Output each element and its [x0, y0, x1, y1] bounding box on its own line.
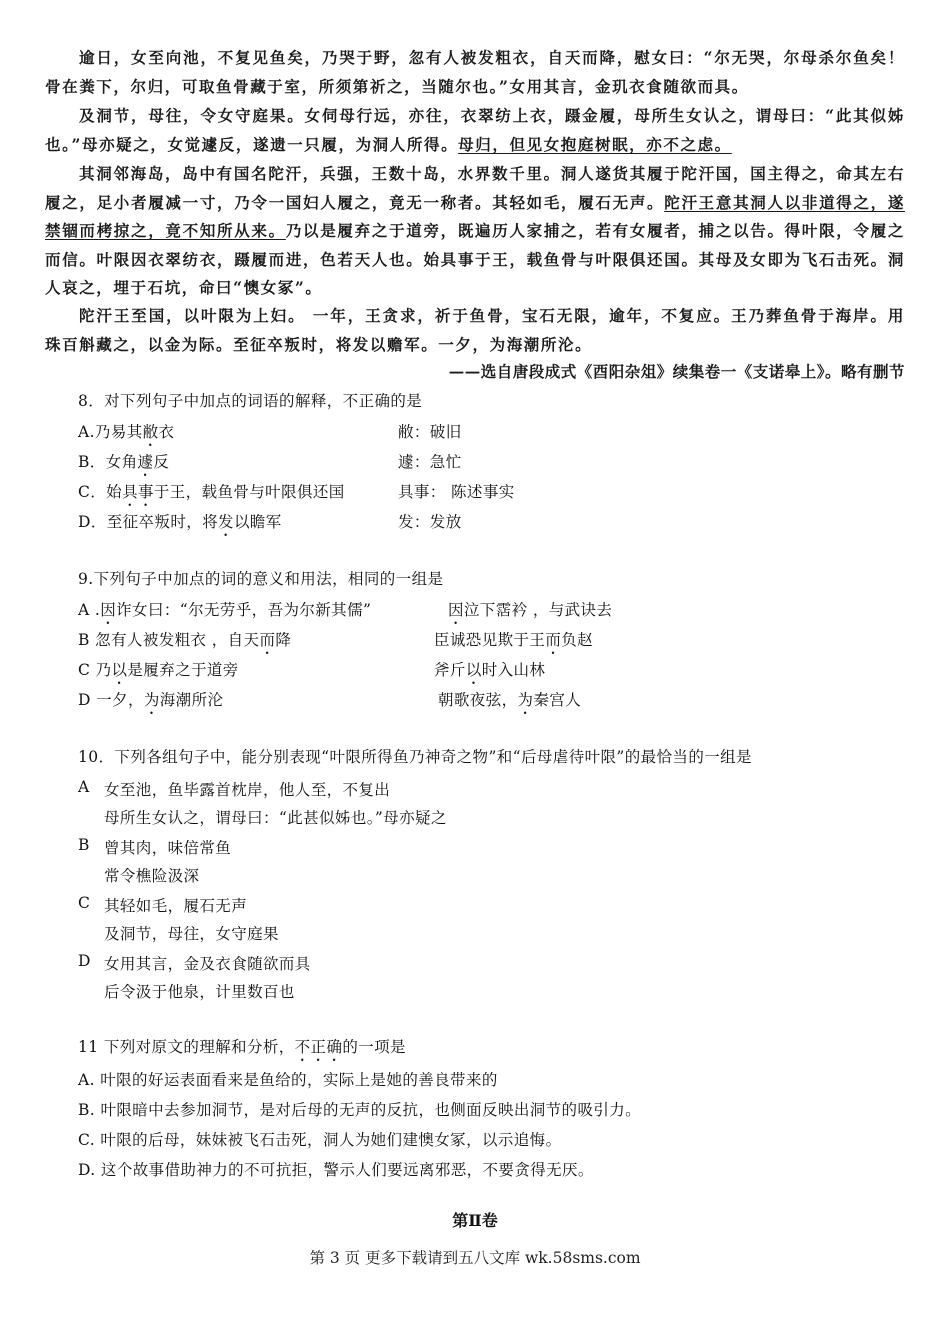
q9-option-a-left: A .因诈女曰：“尔无劳乎，吾为尔新其儒” — [78, 601, 372, 619]
passage-paragraph-1: 逾日，女至向池，不复见鱼矣，乃哭于野，忽有人被发粗衣，自天而降，慰女曰：“尔无哭，尔母杀尔鱼矣！骨在粪下，尔归，可取鱼骨藏于室，所须第祈之，当随尔也。”女用其言，金玑衣食随欲而具。 — [45, 48, 905, 96]
q10-option-c-label: C — [78, 894, 91, 912]
q9-option-d-left: D 一夕，为海潮所沦 — [78, 691, 224, 709]
q10-option-d-line1: 女用其言，金及衣食随欲而具 — [104, 955, 311, 973]
q9-option-d-right: 朝歌夜弦，为秦宫人 — [438, 691, 582, 709]
q8-option-b-explain: 遽：急忙 — [398, 453, 462, 471]
q10-option-d-label: D — [78, 952, 91, 970]
q8-option-d: D．至征卒叛时，将发以瞻军 — [78, 513, 282, 531]
passage-paragraph-3: 其洞邻海岛，岛中有国名陀汗，兵强，王数十岛，水界数千里。洞人遂货其履于陀汗国，国主得之，命其左右履之，足小者履减一寸，乃令一国妇人履之，竟无一称者。其轻如毛，履石无声。陀汗王意其洞人以非道得之，遂禁锢而栲掠之，竟不知所从来。乃以是履弃之于道旁，既遍历人家捕之，若有女履者，捕之以告。得叶限，令履之而信。叶限因衣翠纺衣，蹑履而进，色若天人也。始具事于王，载鱼骨与叶限俱还国。其母及女即为飞石击死。洞人哀之，埋于石坑，命曰“懊女冢”。 — [45, 164, 905, 297]
q10-option-b-line2: 常令樵险汲深 — [104, 867, 200, 885]
q10-option-c-line2: 及洞节，母往，女守庭果 — [104, 925, 279, 943]
q8-option-c: C．始具事于王，载鱼骨与叶限俱还国 — [78, 483, 345, 501]
question-8-stem: 8．对下列句子中加点的词语的解释，不正确的是 — [78, 392, 423, 410]
q10-option-a-label: A — [78, 778, 90, 796]
q9-option-a-right: 因泣下霑衿 ，与武诀去 — [448, 601, 613, 619]
page-footer: 第 3 页 更多下载请到五八文库 wk.58sms.com — [309, 1249, 641, 1267]
q8-option-c-explain: 具事： 陈述事实 — [398, 483, 515, 501]
underlined-sentence: 陀汗王意其洞人以非道得之，遂禁锢而栲掠之，竟不知所从来。 — [45, 192, 905, 240]
question-9-stem: 9.下列句子中加点的词的意义和用法，相同的一组是 — [78, 570, 444, 588]
passage-paragraph-4: 陀汗王至国，以叶限为上妇。 一年，王贪求，祈于鱼骨，宝石无限，逾年，不复应。王乃葬鱼骨于海岸。用珠百斛藏之，以金为际。至征卒叛时，将发以赡军。一夕，为海潮所沦。 — [45, 306, 905, 354]
q10-option-a-line2: 母所生女认之，谓母曰：“此甚似姊也。”母亦疑之 — [104, 809, 447, 827]
question-11-stem: 11 下列对原文的理解和分析，不正确的一项是 — [78, 1038, 406, 1056]
q9-option-c-right: 斧斤以时入山林 — [434, 661, 546, 679]
q9-option-c-left: C 乃以是履弃之于道旁 — [78, 661, 239, 679]
q8-option-d-explain: 发：发放 — [398, 513, 462, 531]
q11-option-b: B. 叶限暗中去参加洞节，是对后母的无声的反抗，也侧面反映出洞节的吸引力。 — [78, 1101, 642, 1119]
underlined-sentence: 母归，但见女抱庭树眠，亦不之虑。 — [458, 134, 732, 154]
q8-option-a: A.乃易其敝衣 — [78, 423, 175, 441]
q8-option-a-explain: 敝：破旧 — [398, 423, 462, 441]
section-title: 第Ⅱ卷 — [452, 1211, 498, 1230]
q10-option-a-line1: 女至池，鱼毕露首枕岸，他人至，不复出 — [104, 781, 391, 799]
q10-option-d-line2: 后令汲于他泉，计里数百也 — [104, 983, 295, 1001]
q11-option-c: C. 叶限的后母，妹妹被飞石击死，洞人为她们建懊女冢，以示追悔。 — [78, 1131, 562, 1149]
passage-source: ——选自唐段成式《酉阳杂俎》续集卷一《支诺皋上》。略有删节 — [448, 362, 905, 381]
question-10-stem: 10．下列各组句子中，能分别表现“叶限所得鱼乃神奇之物”和“后母虐待叶限”的最恰当的一组是 — [78, 748, 752, 766]
q11-option-a: A. 叶限的好运表面看来是鱼给的，实际上是她的善良带来的 — [78, 1071, 498, 1089]
q9-option-b-left: B 忽有人被发粗衣 ，自天而降 — [78, 631, 292, 649]
q10-option-b-label: B — [78, 836, 90, 854]
q10-option-b-line1: 曾其肉，味倍常鱼 — [104, 839, 232, 857]
q10-option-c-line1: 其轻如毛，履石无声 — [104, 897, 248, 915]
passage-paragraph-2: 及洞节，母往，令女守庭果。女伺母行远，亦往，衣翠纺上衣，蹑金履，母所生女认之，谓母曰：“此其似姊也。”母亦疑之，女觉遽反，遂遗一只履，为洞人所得。母归，但见女抱庭树眠，亦不之虑。 — [45, 106, 905, 154]
q8-option-b: B．女角遽反 — [78, 453, 170, 471]
q9-option-b-right: 臣诚恐见欺于王而负赵 — [434, 631, 594, 649]
q11-option-d: D. 这个故事借助神力的不可抗拒，警示人们要远离邪恶，不要贪得无厌。 — [78, 1161, 594, 1179]
